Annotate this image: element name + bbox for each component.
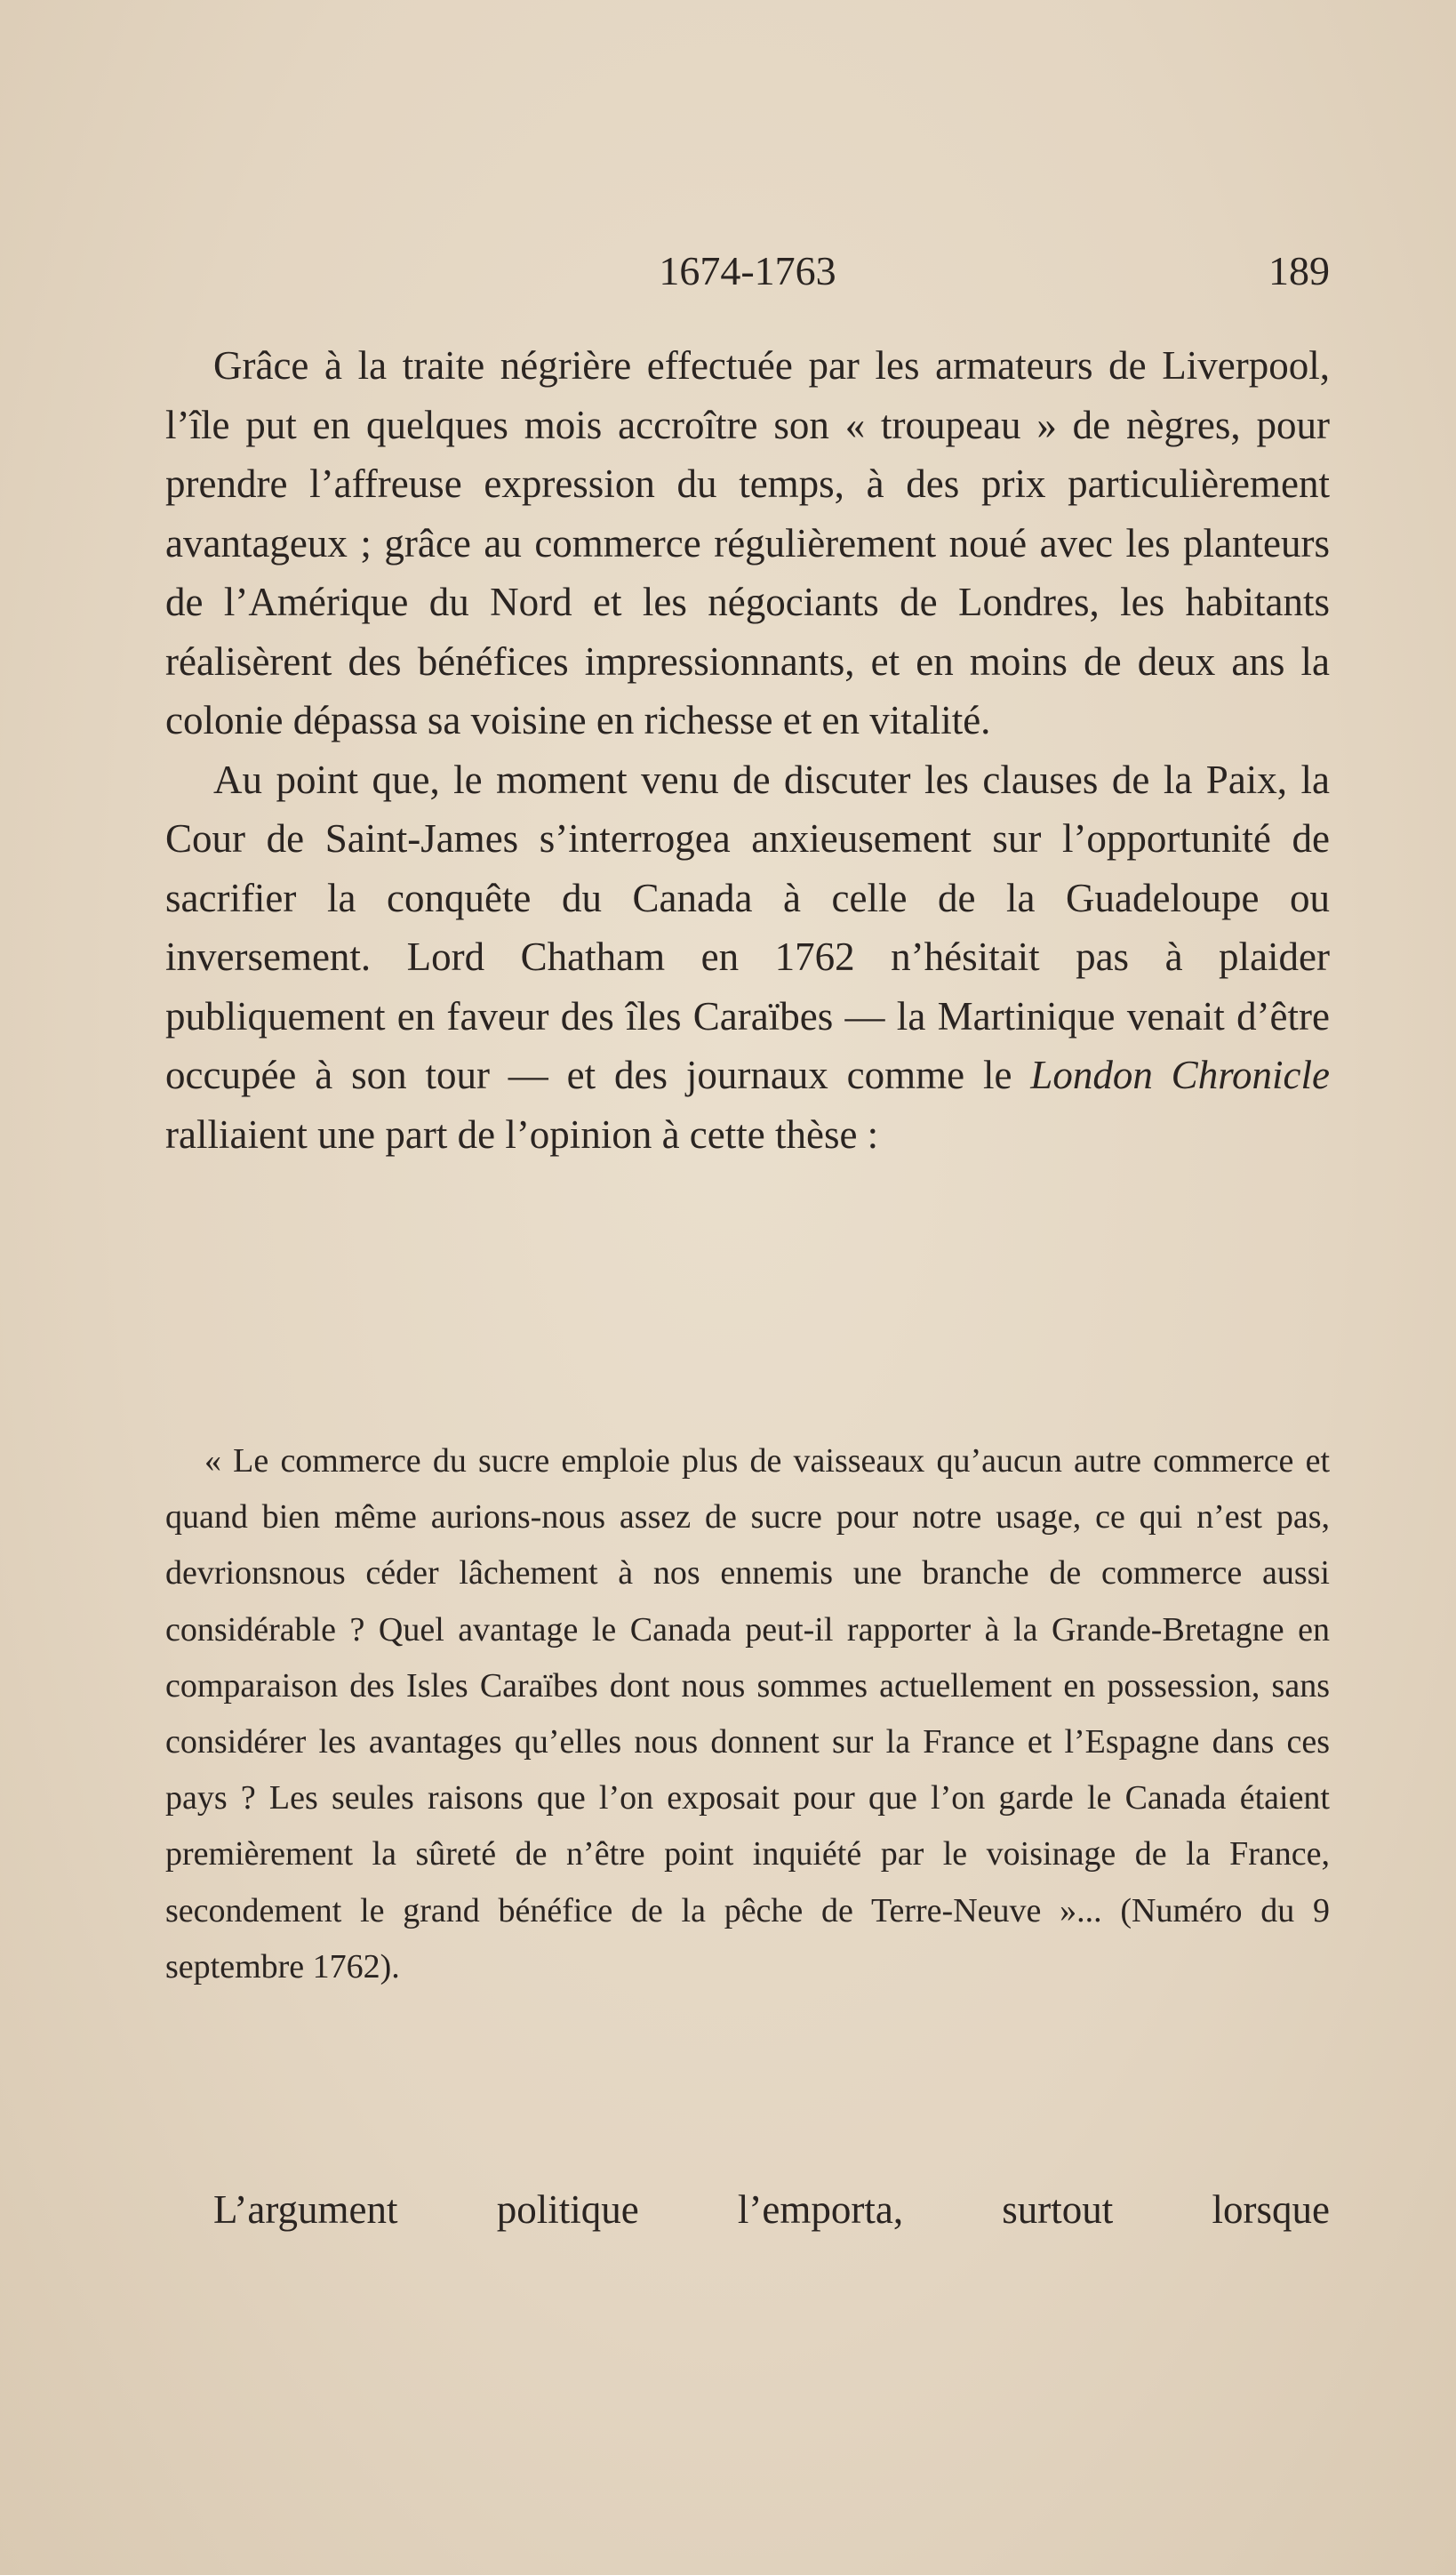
quote-text: « Le commerce du sucre emploie plus de vaisseaux qu’aucun autre commerce et quand bien même aurions-nous assez de sucre pour notre usage, ce qui n’est pas, devrionsnous céder lâchement à nos ennemis une branche de commerce aussi considérable ? Quel avantage le Canada peut-il rapporter à la Grande-Bretagne en comparaison des Isles Caraïbes dont nous sommes actuellement en possession, sans considérer les avantages qu’elles nous donnent sur la France et l’Espagne dans ces pays ? Les seules raisons que l’on exposait pour que l’on garde le Canada étaient premièrement la sûreté de n’être point inquiété par le voisinage de la France, secondement le grand bénéfice de la pêche de Terre-Neuve »... (Numéro du 9 septembre 1762). [165,1442,1330,1985]
paragraph-2-start: Au point que, le moment venu de discuter les clauses de la Paix, la Cour de Saint-James s’interrogea anxieusement sur l’opportunité de sacrifier la conquête du Canada à celle de la Guadeloupe ou inversement. Lord Chatham en 1762 n’hésitait pas à plaider publiquement en faveur des îles Caraïbes — la Martinique venait d’être occupée à son tour — et des journaux comme le [165,757,1330,1097]
paragraph-2 [165,750,1330,1165]
closing-text: L’argument politique l’emporta, surtout lorsque [213,2187,1330,2232]
page-number: 189 [1268,248,1330,293]
running-head [165,247,1330,301]
closing-line [165,2180,1330,2239]
newspaper-title: London Chronicle [1030,1053,1330,1097]
body-text [165,336,1330,1164]
paragraph-2-end: ralliaient une part de l’opinion à cette thèse : [165,1111,879,1157]
running-head-title: 1674-1763 [659,248,836,293]
block-quote [165,1433,1330,1995]
paragraph-1: Grâce à la traite négrière effectuée par les armateurs de Liverpool, l’île put en quelques mois accroître son « troupeau » de nègres, pour prendre l’affreuse expression du temps, à des prix particulièrement avantageux ; grâce au commerce régulièrement noué avec les planteurs de l’Amérique du Nord et les négociants de Londres, les habitants réalisèrent des bénéfices impressionnants, et en moins de deux ans la colonie dépassa sa voisine en richesse et en vitalité. [165,343,1330,742]
